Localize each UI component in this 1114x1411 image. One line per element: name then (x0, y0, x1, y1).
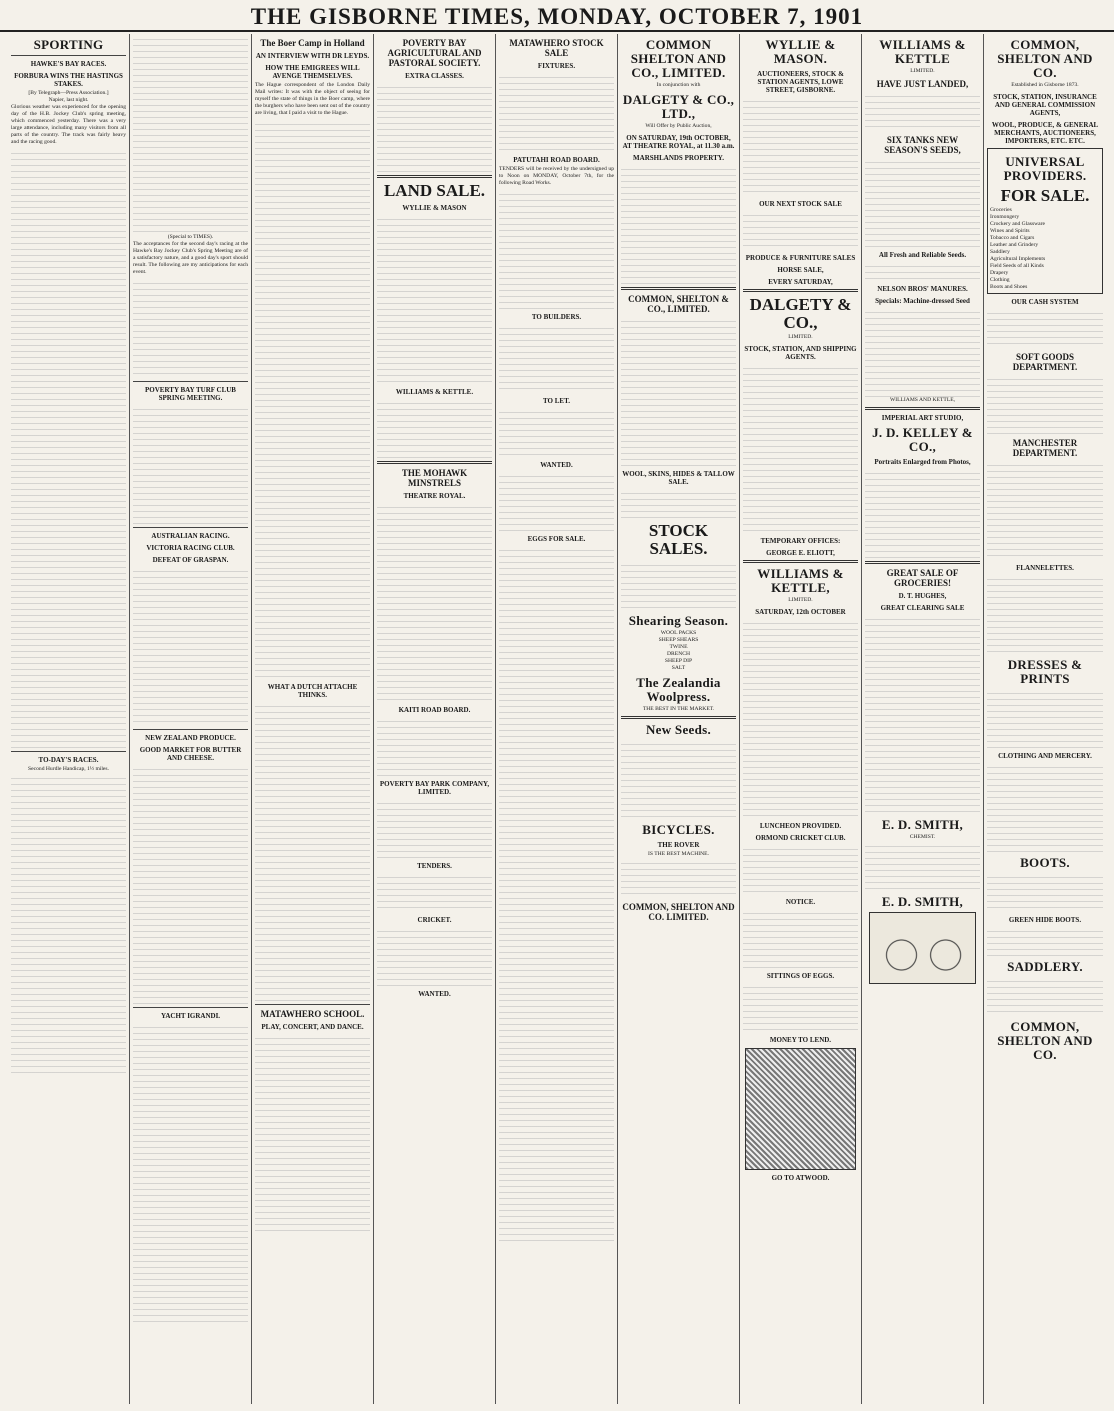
ad-heading: DALGETY & CO., (749, 295, 852, 332)
section-title: DEFEAT OF GRASPAN. (152, 556, 229, 564)
list-item: SALT (671, 665, 686, 671)
ad-body-text (621, 858, 736, 898)
ad-subheading: SATURDAY, 12th OCTOBER (755, 608, 846, 616)
divider (377, 461, 492, 464)
ad-text: LIMITED. (788, 334, 813, 340)
ad-heading: MATAWHERO STOCK SALE (509, 38, 604, 58)
list-item: Boots and Shoes (990, 284, 1028, 290)
ad-body-text (987, 926, 1103, 956)
section-title: NEW ZEALAND PRODUCE. (145, 734, 236, 742)
ad-body-text (499, 407, 614, 457)
sporting-heading: SPORTING (33, 37, 104, 52)
ad-body-text (377, 214, 492, 384)
section-title: POVERTY BAY TURF CLUB SPRING MEETING. (145, 386, 236, 402)
list-item: DRENCH (667, 651, 690, 657)
divider (255, 1004, 370, 1005)
ad-subheading: ON SATURDAY, 19th OCTOBER, AT THEATRE ROYAL, at 11.30 a.m. (622, 134, 735, 150)
ad-subheading: GREAT CLEARING SALE (880, 604, 965, 612)
ad-subheading: KAITI ROAD BOARD. (398, 706, 471, 714)
ad-footer: COMMON, SHELTON AND CO. LIMITED. (622, 902, 735, 922)
ad-subheading: EGGS FOR SALE. (527, 535, 586, 543)
list-item: WOOL PACKS (660, 630, 697, 636)
ad-body-text (377, 926, 492, 986)
ad-subheading: HORSE SALE, (777, 266, 824, 274)
ad-heading: UNIVERSAL PROVIDERS. (1003, 154, 1087, 183)
ad-heading: STOCK SALES. (648, 521, 709, 558)
ad-body-text (865, 261, 980, 281)
shearing-list (621, 630, 736, 672)
ad-body-text (987, 688, 1103, 748)
article-body-text (133, 566, 248, 726)
section-title: HOW THE EMIGREES WILL AVENGE THEMSELVES. (265, 64, 360, 80)
ad-subheading: OUR CASH SYSTEM (1011, 298, 1079, 306)
ad-text: WILLIAMS AND KETTLE, (889, 397, 956, 403)
ad-body-text (865, 307, 980, 397)
ad-body-text (987, 460, 1103, 560)
ad-body-text (621, 560, 736, 610)
ad-heading: J. D. KELLEY & CO., (872, 425, 973, 454)
ad-text: IS THE BEST MACHINE. (647, 851, 710, 857)
list-item: SHEEP DIP (664, 658, 693, 664)
column-6 (618, 34, 740, 1404)
ad-body-text (743, 844, 858, 894)
column-1 (8, 34, 130, 1404)
article-body-text (133, 1022, 248, 1322)
ad-body-text (743, 982, 858, 1032)
article-body-text (255, 701, 370, 1001)
ad-heading: BICYCLES. (642, 822, 715, 837)
ad-subheading: EVERY SATURDAY, (768, 278, 833, 286)
ad-body-text (377, 502, 492, 702)
ad-subheading: SITTINGS OF EGGS. (766, 972, 835, 980)
section-title: AUSTRALIAN RACING. (151, 532, 230, 540)
article-text: The Hague correspondent of the London Daily Mail writes: It was with the object of seeing for myself the state of things in the Boer camp, where the burghers who have been sent out of the country are living, that I paid a visit to the Hague. (255, 82, 370, 116)
ad-subheading: GREEN HIDE BOOTS. (1008, 916, 1082, 924)
list-item: Wines and Spirits (990, 228, 1030, 234)
ad-body-text (499, 189, 614, 309)
divider (11, 55, 126, 56)
page-columns (8, 34, 1106, 1404)
ad-footer: COMMON, SHELTON AND CO. (997, 1019, 1093, 1062)
ad-heading: FOR SALE. (1000, 186, 1090, 205)
ad-subheading: PATUTAHI ROAD BOARD. (513, 156, 600, 164)
divider (743, 560, 858, 563)
article-text: Glorious weather was experienced for the opening day of the H.B. Jockey Club's spring meeting, which commenced yesterday. There was a very large attendance, including many visitors from all parts of the country. The track was fairly heavy and the racing good. (11, 104, 126, 145)
ad-body-text (377, 798, 492, 858)
universal-providers-box (987, 148, 1103, 294)
ad-subheading: CLOTHING AND MERCERY. (998, 752, 1092, 760)
ad-body-text (499, 323, 614, 393)
ad-subheading: PLAY, CONCERT, AND DANCE. (261, 1023, 364, 1031)
ad-subheading: WANTED. (418, 990, 451, 998)
list-item: TWINE (669, 644, 688, 650)
ad-heading: The Zealandia Woolpress. (636, 675, 721, 704)
ad-subheading: AUCTIONEERS, STOCK & STATION AGENTS, LOWE STREET, GISBORNE. (757, 70, 844, 94)
section-title: AN INTERVIEW WITH DR LEYDS. (255, 52, 370, 60)
list-item: Saddlery (990, 249, 1010, 255)
ad-heading: COMMON, SHELTON AND CO. (997, 37, 1093, 80)
ad-heading: DALGETY & CO., LTD., (622, 92, 735, 121)
ad-body-text (987, 762, 1103, 852)
divider (133, 381, 248, 382)
ad-body-text (865, 468, 980, 558)
list-item: SHEEP SHEARS (658, 637, 699, 643)
article-body-text (133, 278, 248, 378)
ad-body-text (743, 363, 858, 533)
list-item: Clothing (990, 277, 1010, 283)
ad-heading: GREAT SALE OF GROCERIES! (886, 568, 959, 588)
ad-heading: DRESSES & PRINTS (1007, 657, 1083, 686)
ad-heading: COMMON SHELTON AND CO., LIMITED. (630, 37, 727, 80)
ad-subheading: MONEY TO LEND. (769, 1036, 832, 1044)
race-results-text (133, 34, 248, 234)
race-entries-text (11, 773, 126, 1073)
divider (743, 289, 858, 292)
ad-body-text (987, 574, 1103, 654)
ad-heading: Shearing Season. (628, 613, 729, 628)
column-8 (862, 34, 984, 1404)
ad-subheading: WYLLIE & MASON (402, 204, 467, 212)
ad-text: Will Offer by Public Auction, (645, 123, 712, 129)
ad-subheading: IMPERIAL ART STUDIO, (881, 414, 964, 422)
ad-text: LIMITED. (910, 68, 935, 74)
land-sale-heading: LAND SALE. (383, 181, 486, 200)
ad-subheading: HAVE JUST LANDED, (876, 79, 969, 89)
divider (621, 716, 736, 719)
ad-heading: E. D. SMITH, (881, 817, 964, 832)
article-body-text (133, 764, 248, 1004)
ad-subheading: D. T. HUGHES, (898, 592, 947, 600)
section-title: WHAT A DUTCH ATTACHE THINKS. (267, 683, 358, 699)
ad-subheading: WOOL, PRODUCE, & GENERAL MERCHANTS, AUCTIONEERS, IMPORTERS, ETC. ETC. (991, 121, 1099, 145)
ad-body-text (865, 614, 980, 814)
ad-subheading: SIX TANKS NEW SEASON'S SEEDS, (884, 135, 961, 155)
list-item: Groceries (990, 207, 1012, 213)
ad-heading: BOOTS. (1020, 855, 1070, 870)
divider (133, 729, 248, 730)
ad-subheading: TENDERS. (417, 862, 452, 870)
divider (377, 175, 492, 178)
article-heading: The Boer Camp in Holland (260, 38, 365, 48)
column-2 (130, 34, 252, 1404)
ad-subheading: WOOL, SKINS, HIDES & TALLOW SALE. (622, 470, 735, 486)
ad-text: LIMITED. (788, 597, 813, 603)
ad-body-text (987, 374, 1103, 434)
ad-heading: MATAWHERO SCHOOL. (260, 1009, 365, 1019)
section-note: (Special to TIMES). (167, 234, 214, 240)
divider (133, 527, 248, 528)
ad-text: CHEMIST. (909, 834, 936, 840)
ad-body-text (743, 210, 858, 250)
ad-text: THE BEST IN THE MARKET. (642, 706, 715, 712)
ad-heading: WILLIAMS & KETTLE, (757, 566, 844, 595)
ad-subheading: GEORGE E. ELIOTT, (766, 549, 835, 557)
ad-subheading: GO TO ATWOOD. (771, 1174, 830, 1182)
dateline: Napier, last night. (48, 97, 89, 103)
ad-heading: MANCHESTER DEPARTMENT. (1012, 438, 1078, 458)
list-item: Tobacco and Cigars (990, 235, 1035, 241)
ad-subheading: POVERTY BAY PARK COMPANY, LIMITED. (379, 780, 490, 796)
divider (865, 407, 980, 410)
newspaper-title: THE GISBORNE TIMES, MONDAY, OCTOBER 7, 1901 (250, 4, 864, 29)
bicycle-illustration (869, 912, 976, 984)
ad-subheading: MARSHLANDS PROPERTY. (633, 154, 724, 162)
list-item: Ironmongery (990, 214, 1020, 220)
ad-body-text (499, 471, 614, 531)
ad-subheading: WANTED. (540, 461, 573, 469)
ad-subheading: LUNCHEON PROVIDED. (759, 822, 842, 830)
ad-heading: SOFT GOODS DEPARTMENT. (1012, 352, 1078, 372)
section-title: VICTORIA RACING CLUB. (146, 544, 235, 552)
ad-body-text (743, 908, 858, 968)
ad-body-text (621, 164, 736, 284)
ad-subheading: Portraits Enlarged from Photos, (874, 458, 971, 466)
ad-subheading: TO LET. (543, 397, 570, 405)
ad-subheading: NOTICE. (785, 898, 816, 906)
ad-body-text (865, 841, 980, 891)
ad-subheading: FIXTURES. (537, 62, 576, 70)
classified-ads-text (499, 545, 614, 1245)
list-item: Leather and Grindery (990, 242, 1039, 248)
section-title: TO-DAY'S RACES. (38, 756, 99, 764)
ad-body-text (743, 618, 858, 818)
ad-heading: New Seeds. (645, 722, 712, 737)
ad-heading: POVERTY BAY AGRICULTURAL AND PASTORAL SOCIETY. (387, 38, 482, 68)
masthead (0, 0, 1114, 32)
section-title: GOOD MARKET FOR BUTTER AND CHEESE. (139, 746, 242, 762)
ad-body-text (987, 976, 1103, 1016)
ad-heading: SADDLERY. (1007, 959, 1083, 974)
article-body-text (133, 404, 248, 524)
column-4 (374, 34, 496, 1404)
ad-body-text (377, 716, 492, 776)
ad-heading: COMMON, SHELTON & CO., LIMITED. (628, 294, 729, 314)
column-9 (984, 34, 1106, 1404)
ad-body-text (377, 82, 492, 172)
ad-text: TENDERS will be received by the undersigned up to Noon on MONDAY, October 7th, for the following Road Works. (499, 166, 614, 186)
ad-body-text (377, 872, 492, 912)
ad-subheading: EXTRA CLASSES. (405, 72, 464, 80)
ad-subheading: PRODUCE & FURNITURE SALES (745, 254, 856, 262)
ad-heading: THE MOHAWK MINSTRELS (401, 468, 468, 488)
ad-body-text (499, 72, 614, 152)
ad-subheading: NELSON BROS' MANURES. (877, 285, 968, 293)
section-title: YACHT IGRANDI. (160, 1012, 221, 1020)
ad-body-text (621, 488, 736, 518)
section-title: HAWKE'S BAY RACES. (30, 60, 107, 68)
divider (133, 1007, 248, 1008)
ad-body-text (865, 157, 980, 247)
ad-body-text (743, 96, 858, 196)
ad-text: Established in Gisborne 1873. (1011, 82, 1079, 88)
ad-body-text (987, 308, 1103, 348)
ad-subheading: STOCK, STATION, INSURANCE AND GENERAL COMMISSION AGENTS, (993, 93, 1097, 117)
ad-subheading: TEMPORARY OFFICES: (760, 537, 841, 545)
ad-subheading: TO BUILDERS. (531, 313, 582, 321)
race-title: Second Hurdle Handicap, 1½ miles. (28, 766, 109, 772)
column-7 (740, 34, 862, 1404)
divider (865, 561, 980, 564)
ad-heading: WYLLIE & MASON. (765, 37, 836, 66)
ad-text: In conjunction with (656, 82, 701, 88)
section-title: FORBURA WINS THE HASTINGS STAKES. (14, 72, 123, 88)
woodcut-illustration (745, 1048, 856, 1170)
ad-body-text (377, 398, 492, 458)
goods-list (990, 207, 1100, 291)
ad-subheading: ORMOND CRICKET CLUB. (755, 834, 846, 842)
ad-subheading: THEATRE ROYAL. (403, 492, 466, 500)
ad-heading: WILLIAMS & KETTLE (879, 37, 966, 66)
ad-subheading: OUR NEXT STOCK SALE (759, 200, 842, 208)
ad-subheading: STOCK, STATION, AND SHIPPING AGENTS. (744, 345, 857, 361)
ad-body-text (987, 872, 1103, 912)
ad-body-text (865, 91, 980, 131)
article-text: The acceptances for the second day's racing at the Hawke's Bay Jockey Club's Spring Meeting are of a satisfactory nature, and a good day's sport should result. The following are my anticipations for each event. (133, 241, 248, 275)
list-item: Drapery (990, 270, 1009, 276)
ad-heading: E. D. SMITH, (881, 894, 964, 909)
list-item: Crockery and Glassware (990, 221, 1045, 227)
article-body-text (255, 119, 370, 679)
byline: [By Telegraph—Press Association.] (28, 90, 109, 96)
ad-subheading: Specials: Machine-dressed Seed (875, 297, 970, 305)
divider (11, 751, 126, 752)
ad-body-text (255, 1033, 370, 1233)
ad-subheading: CRICKET. (417, 916, 452, 924)
list-item: Agricultural Implements (990, 256, 1046, 262)
ad-body-text (621, 739, 736, 819)
ad-body-text (621, 316, 736, 466)
ad-subheading: THE ROVER (657, 841, 700, 849)
column-3 (252, 34, 374, 1404)
column-5 (496, 34, 618, 1404)
ad-subheading: FLANNELETTES. (1016, 564, 1074, 572)
list-item: Field Seeds of all Kinds (990, 263, 1044, 269)
ad-subheading: All Fresh and Reliable Seeds. (878, 251, 967, 259)
divider (621, 287, 736, 290)
ad-subheading: WILLIAMS & KETTLE. (395, 388, 474, 396)
article-body-text (11, 148, 126, 748)
